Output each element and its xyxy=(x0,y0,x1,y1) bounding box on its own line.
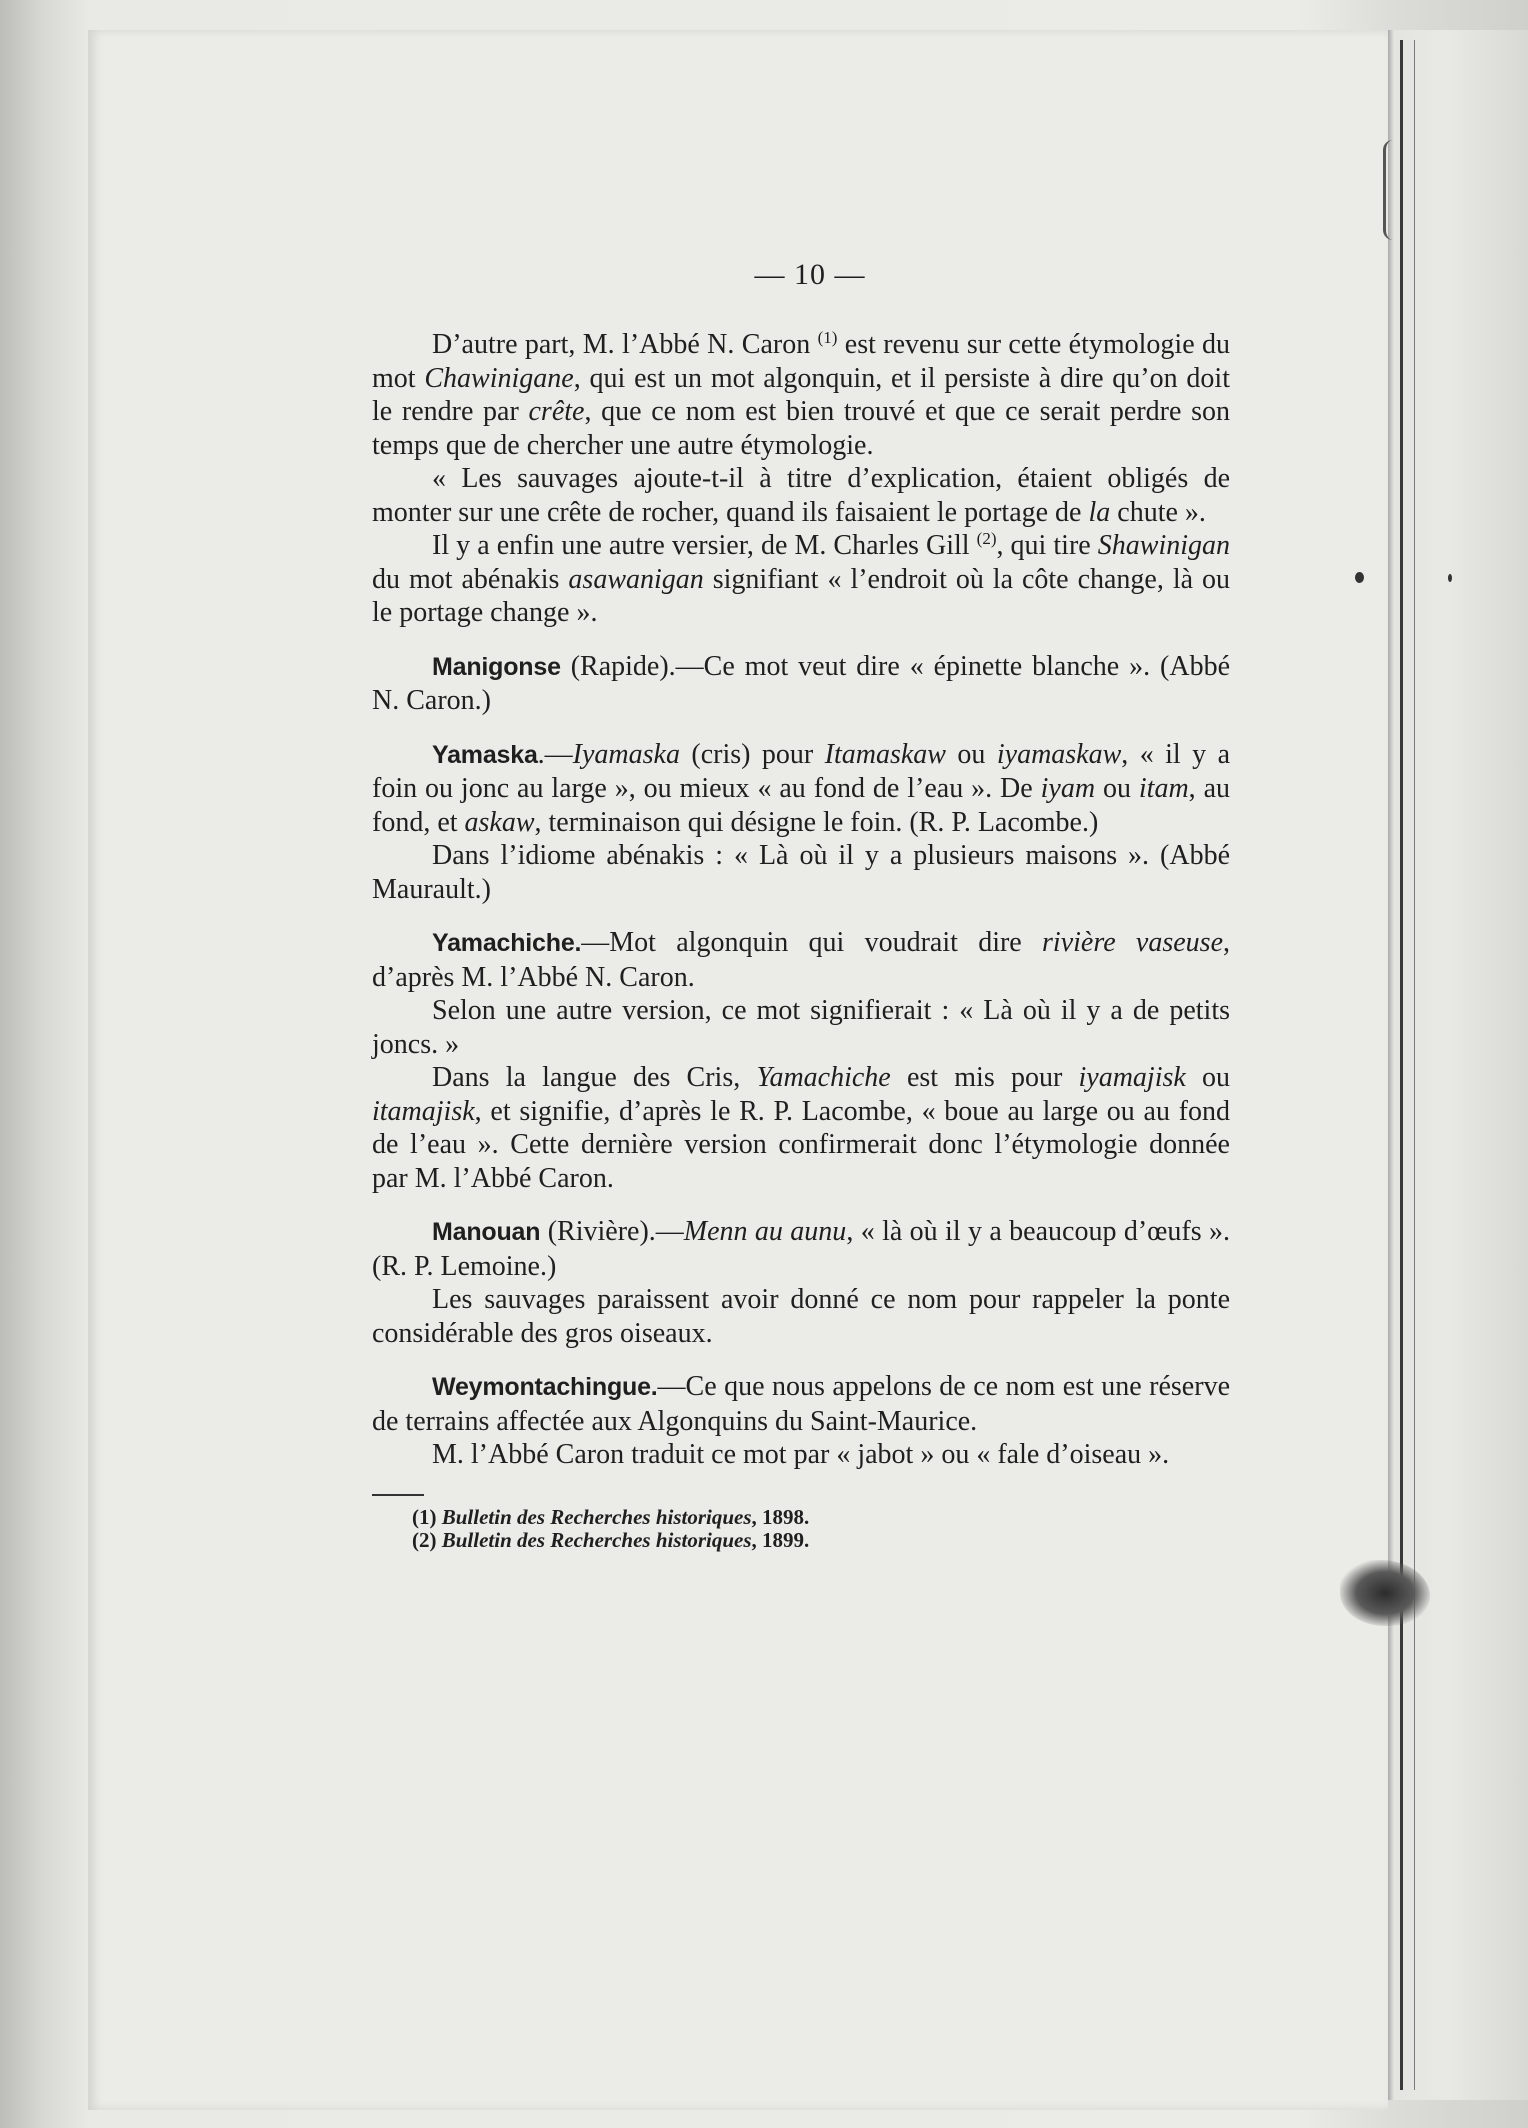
entry-heading: Manigonse xyxy=(432,652,561,681)
italic-run: Bulletin des Recherches historiques xyxy=(441,1504,752,1529)
italic-run: Iyamaska xyxy=(572,738,680,770)
footnote-ref: (2) xyxy=(976,529,997,548)
text-run: « Les sauvages ajoute-t-il à titre d’explication, étaient obligés de monter sur une crête de rocher, quand ils faisaient le portage de xyxy=(372,463,1230,528)
paragraph xyxy=(372,529,1230,630)
binding-mark xyxy=(1383,140,1400,240)
page-fold-line-secondary xyxy=(1414,40,1415,2090)
text-run: —Ce que nous appelons de ce nom est une réserve de terrains affectée aux Algonquins du Saint-Maurice. xyxy=(372,1371,1230,1437)
paragraph xyxy=(372,994,1230,1061)
entry-manouan xyxy=(372,1215,1230,1283)
text-run: Dans l’idiome abénakis : « Là où il y a plusieurs maisons ». (Abbé Maurault.) xyxy=(372,840,1230,905)
text-run: (Rapide).—Ce mot veut dire « épinette blanche ». (Abbé N. Caron.) xyxy=(372,650,1230,716)
paragraph xyxy=(372,1061,1230,1195)
text-run: (Rivière).— xyxy=(540,1216,684,1247)
italic-run: rivière vaseuse xyxy=(1042,927,1223,958)
italic-run: iyamaskaw xyxy=(996,738,1122,770)
text-run: , terminaison qui désigne le foin. (R. P. Lacombe.) xyxy=(534,806,1099,838)
entry-weymontachingue xyxy=(372,1370,1230,1438)
text-run: .— xyxy=(537,738,573,770)
text-run: , qui tire xyxy=(996,530,1098,561)
page-number: — 10 — xyxy=(754,258,866,291)
italic-run: Menn au aunu xyxy=(683,1216,847,1247)
entry-yamaska xyxy=(372,738,1230,840)
italic-run: Bulletin des Recherches historiques xyxy=(441,1527,752,1552)
text-run: , qui est un mot algonquin, et il persiste à dire qu’on doit le rendre par xyxy=(372,362,1230,427)
text-run: ou xyxy=(1095,773,1139,804)
text-run: (1) xyxy=(412,1504,442,1529)
italic-run: Chawinigane xyxy=(424,362,574,394)
body-text xyxy=(372,328,1230,1552)
italic-run: Itamaskaw xyxy=(824,738,946,770)
ink-speck xyxy=(1355,572,1364,583)
italic-run: iyamajisk xyxy=(1078,1062,1186,1093)
paragraph xyxy=(372,462,1230,529)
text-run: , d’après M. l’Abbé N. Caron. xyxy=(372,927,1230,993)
adjacent-page-edge xyxy=(1388,30,1528,2100)
paragraph xyxy=(372,328,1230,462)
entry-manigonse xyxy=(372,650,1230,718)
text-run: chute ». xyxy=(1110,496,1206,528)
entry-heading: Weymontachingue. xyxy=(432,1373,658,1401)
italic-run: askaw xyxy=(464,806,535,838)
footnote-ref: (1) xyxy=(817,328,838,347)
italic-run: itamajisk xyxy=(372,1095,475,1127)
entry-yamachiche xyxy=(372,926,1230,994)
footnote-1 xyxy=(412,1506,1230,1529)
ink-speck xyxy=(1448,574,1452,582)
footnote-rule xyxy=(372,1494,424,1496)
paragraph xyxy=(372,1283,1230,1350)
text-run: , « là où il y a beaucoup d’œufs ». (R. P. Lemoine.) xyxy=(372,1216,1230,1282)
text-run: du mot abénakis xyxy=(372,563,569,595)
entry-heading: Yamachiche. xyxy=(432,929,582,957)
entry-heading: Yamaska xyxy=(432,740,538,769)
text-run: Dans la langue des Cris, xyxy=(432,1062,757,1093)
italic-run: asawanigan xyxy=(568,563,704,595)
text-run: Selon une autre version, ce mot signifierait : « Là où il y a de petits joncs. » xyxy=(372,995,1230,1060)
text-run: ou xyxy=(945,738,997,770)
text-run: , que ce nom est bien trouvé et que ce serait perdre son temps que de chercher une autre étymologie. xyxy=(372,396,1230,461)
text-run: est mis pour xyxy=(890,1062,1079,1093)
paragraph xyxy=(372,839,1230,906)
page-fold-line xyxy=(1400,40,1403,2090)
text-run: , au fond, et xyxy=(372,773,1231,838)
text-run: M. l’Abbé Caron traduit ce mot par « jabot » ou « fale d’oiseau ». xyxy=(432,1439,1170,1470)
italic-run: la xyxy=(1088,496,1111,528)
text-run: , 1899. xyxy=(751,1527,810,1552)
text-run: , 1898. xyxy=(751,1504,810,1529)
text-run: —Mot algonquin qui voudrait dire xyxy=(581,927,1043,958)
text-run: (2) xyxy=(412,1527,442,1552)
italic-run: itam xyxy=(1138,773,1189,804)
italic-run: crête xyxy=(528,396,585,427)
entry-heading: Manouan xyxy=(432,1218,541,1246)
text-run: ou xyxy=(1185,1062,1231,1093)
footnote-2 xyxy=(412,1529,1230,1552)
italic-run: Yamachiche xyxy=(756,1062,891,1093)
text-run: D’autre part, M. l’Abbé N. Caron xyxy=(432,329,818,360)
text-run: signifiant « l’endroit où la côte change, là ou le portage change ». xyxy=(372,563,1230,628)
italic-run: Shawinigan xyxy=(1097,530,1231,561)
text-run: Il y a enfin une autre versier, de M. Charles Gill xyxy=(432,530,977,561)
text-run: , « il y a foin ou jonc au large », ou mieux « au fond de l’eau ». De xyxy=(372,738,1231,804)
text-run: , et signifie, d’après le R. P. Lacombe, « boue au large ou au fond de l’eau ». Cette dernière version confirmerait donc l’étymologie donnée par M. l’Abbé Caron. xyxy=(372,1095,1230,1194)
text-run: est revenu sur cette étymologie du mot xyxy=(372,329,1230,394)
paragraph xyxy=(372,1438,1230,1472)
text-run: Les sauvages paraissent avoir donné ce nom pour rappeler la ponte considérable des gros oiseaux. xyxy=(372,1284,1230,1349)
text-run: (cris) pour xyxy=(679,738,825,770)
italic-run: iyam xyxy=(1040,773,1096,804)
